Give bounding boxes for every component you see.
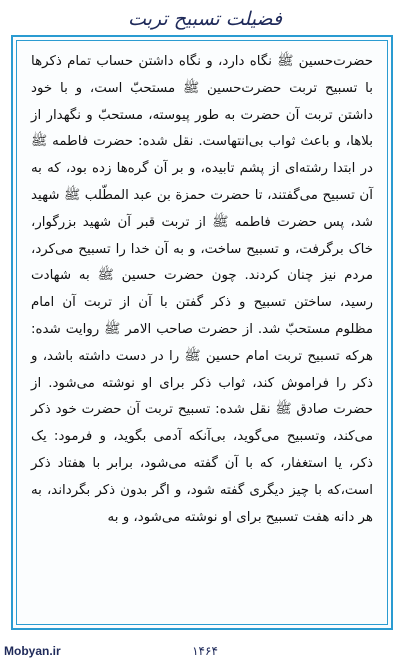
page-title: فضیلت تسبیح تربت	[127, 8, 282, 30]
body-paragraph: حضرت‌حسین ﷺ نگاه دارد، و نگاه داشتن حساب تمام ذکرها با تسبیح تربت حضرت‌حسین ﷺ مستحبّ است، و با خود داشتن تربت آن حضرت به طور پیوسته، مستحبّ و نگهدار از بلاها، و باعث ثواب بی‌انتهاست. نقل شده: حضرت فاطمه ﷺ در ابتدا رشته‌ای از پشم تابیده، و بر آن گره‌ها زده بود، که به آن تسبیح می‌گفتند، تا حضرت حمزة بن عبد المطّلب ﷺ شهید شد، پس حضرت فاطمه ﷺ از تربت قبر آن شهید بزرگوار، خاک برگرفت، و تسبیح ساخت، و به آن خدا را تسبیح می‌کرد، مردم نیز چنان کردند. چون حضرت حسین ﷺ به شهادت رسید، ساختن تسبیح و ذکر گفتن با آن از تربت آن امام مظلوم مستحبّ شد. از حضرت صاحب الامر ﷺ روایت شده: هرکه تسبیح تربت امام حسین ﷺ را در دست داشته باشد، و ذکر را فراموش کند، ثواب ذکر برای او نوشته می‌شود. از حضرت صادق ﷺ نقل شده: تسبیح تربت آن حضرت خود ذکر می‌کند، وتسبیح می‌گوید، بی‌آنکه آدمی بگوید، و فرمود: یک ذکر، یا استغفار، که با آن گفته می‌شود، برابر با هفتاد ذکر است،که با چیز دیگری گفته شود، و اگر بدون ذکر بگرداند، به هر دانه هفت تسبیح برای او نوشته می‌شود، و به	[31, 54, 373, 525]
site-watermark: Mobyan.ir	[4, 644, 61, 658]
page-number: ۱۴۶۴	[192, 644, 218, 658]
text-frame	[11, 35, 393, 630]
page-header	[0, 4, 410, 34]
